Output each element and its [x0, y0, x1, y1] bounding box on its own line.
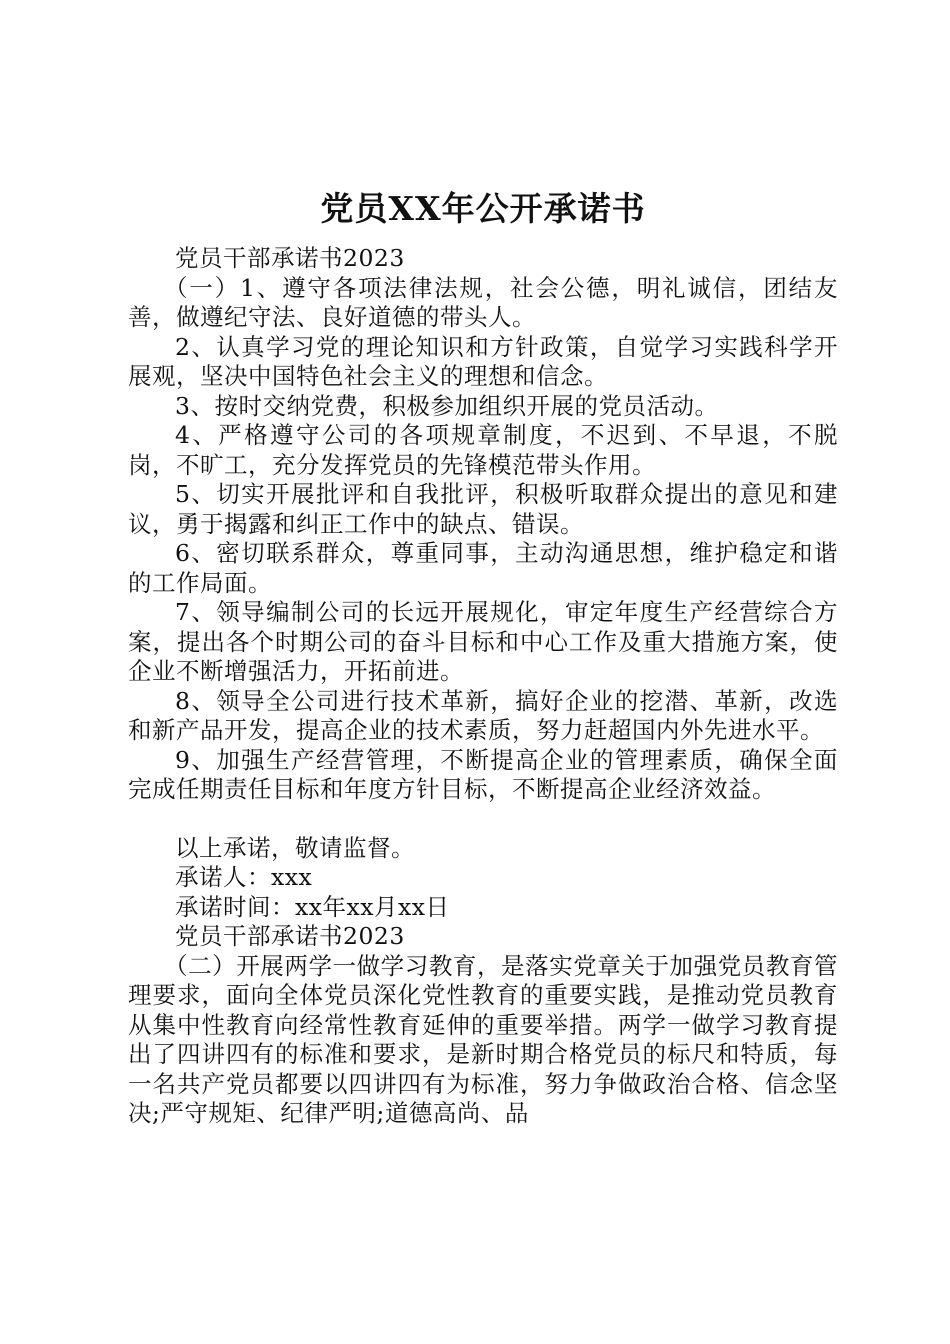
section2-body: （二）开展两学一做学习教育，是落实党章关于加强党员教育管理要求，面向全体党员深化党性教育的重要实践，是推动党员教育从集中性教育向经常性教育延伸的重要举措。两学一做学习教育提出了四讲四有的标准和要求，是新时期合格党员的标尺和特质，每一名共产党员都要以四讲四有为标准，努力争做政治合格、信念坚决;严守规矩、纪律严明;道德高尚、品: [128, 951, 838, 1127]
paragraph-gap: [128, 805, 838, 834]
commitment-item: （一）1、遵守各项法律法规，社会公德，明礼诚信，团结友善，做遵纪守法、良好道德的带头人。: [128, 273, 838, 331]
signer-line: 承诺人：xxx: [175, 863, 313, 891]
section-heading: 党员干部承诺书2023: [175, 244, 405, 272]
commitment-item: 8、领导全公司进行技术革新，搞好企业的挖潜、革新，改选和新产品开发，提高企业的技术素质，努力赶超国内外先进水平。: [128, 686, 838, 744]
commitment-item: 7、领导编制公司的长远开展规化，审定年度生产经营综合方案，提出各个时期公司的奋斗目标和中心工作及重大措施方案，使企业不断增强活力，开拓前进。: [128, 598, 838, 685]
commitment-item: 6、密切联系群众，尊重同事，主动沟通思想，维护稳定和谐的工作局面。: [128, 539, 838, 597]
commitment-item: 4、严格遵守公司的各项规章制度，不迟到、不早退，不脱岗，不旷工，充分发挥党员的先锋模范带头作用。: [128, 421, 838, 479]
document-page: [128, 178, 838, 1129]
document-title: 党员XX年公开承诺书: [320, 189, 646, 228]
section-heading: 党员干部承诺书2023: [175, 922, 405, 950]
commitment-item: 2、认真学习党的理论知识和方针政策，自觉学习实践科学开展观，坚决中国特色社会主义的理想和信念。: [128, 332, 838, 390]
commitment-item: 5、切实开展批评和自我批评，积极听取群众提出的意见和建议，勇于揭露和纠正工作中的缺点、错误。: [128, 480, 838, 538]
closing-statement: 以上承诺，敬请监督。: [175, 833, 415, 862]
date-line: 承诺时间：xx年xx月xx日: [175, 892, 450, 921]
commitment-item: 3、按时交纳党费，积极参加组织开展的党员活动。: [175, 391, 719, 420]
commitment-item: 9、加强生产经营管理，不断提高企业的管理素质，确保全面完成任期责任目标和年度方针目标，不断提高企业经济效益。: [128, 745, 838, 803]
